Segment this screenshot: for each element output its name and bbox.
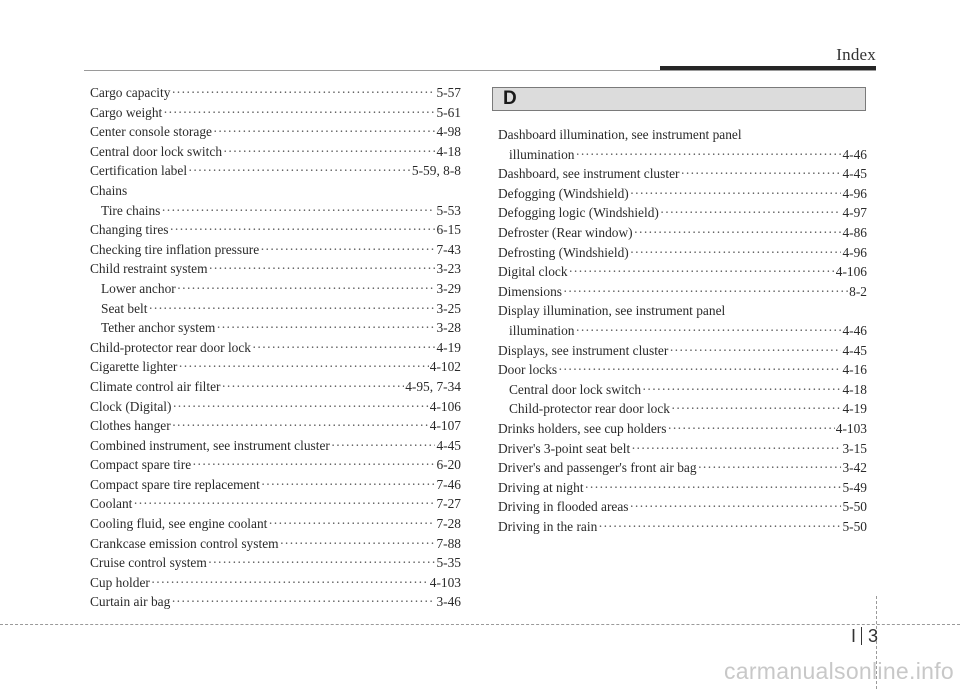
index-subentry xyxy=(498,145,867,165)
index-page-ref: 7-43 xyxy=(436,241,461,257)
index-page-ref: 4-45 xyxy=(842,166,867,182)
leader-dots xyxy=(630,243,842,263)
index-term: Climate control air filter xyxy=(90,378,221,394)
leader-dots xyxy=(161,201,435,221)
leader-dots xyxy=(563,282,848,302)
index-page-ref: 4-19 xyxy=(436,339,461,355)
leader-dots xyxy=(151,573,429,593)
leader-dots xyxy=(208,553,436,573)
index-page-ref: 3-15 xyxy=(842,440,867,456)
index-term: Tether anchor system xyxy=(101,320,216,336)
index-entry xyxy=(90,553,461,573)
leader-dots xyxy=(280,534,436,554)
leader-dots xyxy=(558,360,841,380)
index-term: Driving in the rain xyxy=(498,518,598,534)
index-term: Child-protector rear door lock xyxy=(509,401,671,417)
index-page-ref: 4-103 xyxy=(835,420,867,436)
index-entry xyxy=(498,517,867,537)
index-page-ref: 6-15 xyxy=(436,222,461,238)
leader-dots xyxy=(172,416,429,436)
index-page-ref: 5-50 xyxy=(842,518,867,534)
page-id: 3 xyxy=(868,626,879,646)
index-entry xyxy=(90,377,461,397)
index-term: Curtain air bag xyxy=(90,594,171,610)
index-entry xyxy=(498,419,867,439)
leader-dots xyxy=(630,184,842,204)
index-page-ref: 7-88 xyxy=(436,535,461,551)
index-term: Seat belt xyxy=(101,300,148,316)
leader-dots xyxy=(268,514,435,534)
index-entry xyxy=(90,397,461,417)
leader-dots xyxy=(634,223,842,243)
leader-dots xyxy=(660,203,842,223)
index-entry xyxy=(90,416,461,436)
leader-dots xyxy=(178,357,428,377)
index-entry xyxy=(498,164,867,184)
index-page-ref: 5-57 xyxy=(436,85,461,100)
leader-dots xyxy=(630,497,842,517)
index-entry xyxy=(90,338,461,358)
index-page-ref: 4-86 xyxy=(842,224,867,240)
index-term: Defogging (Windshield) xyxy=(498,185,629,201)
index-subentry xyxy=(90,318,461,338)
watermark: carmanualsonline.info xyxy=(723,658,954,684)
index-entry xyxy=(90,181,461,201)
index-term: Defogging logic (Windshield) xyxy=(498,205,659,221)
index-entry xyxy=(90,592,461,612)
index-page-ref: 4-106 xyxy=(429,398,461,414)
leader-dots xyxy=(163,103,435,123)
index-page-ref: 5-59, 8-8 xyxy=(411,163,461,179)
section-header-d xyxy=(492,87,866,111)
index-term: Clothes hanger xyxy=(90,418,171,434)
index-page-ref: 5-61 xyxy=(436,104,461,120)
leader-dots xyxy=(169,220,435,240)
index-page-ref: 4-96 xyxy=(842,244,867,260)
index-term: Dashboard illumination, see instrument panel xyxy=(498,127,742,142)
index-term: Driving at night xyxy=(498,479,584,495)
leader-dots xyxy=(222,377,405,397)
index-term: Child restraint system xyxy=(90,261,208,277)
index-term: Dashboard, see instrument cluster xyxy=(498,166,680,182)
index-entry xyxy=(90,357,461,377)
leader-dots xyxy=(575,321,841,341)
index-entry xyxy=(498,439,867,459)
index-entry xyxy=(90,573,461,593)
index-term: Cruise control system xyxy=(90,555,207,571)
index-column-left xyxy=(90,83,461,612)
index-entry xyxy=(498,301,867,321)
index-term: Cup holder xyxy=(90,574,150,590)
page-number xyxy=(851,626,878,647)
index-page-ref: 5-35 xyxy=(436,555,461,571)
index-entry xyxy=(498,223,867,243)
index-term: Lower anchor xyxy=(101,280,176,296)
index-term: illumination xyxy=(509,146,575,162)
index-term: Certification label xyxy=(90,163,188,179)
leader-dots xyxy=(631,439,841,459)
footer-dashed-rule xyxy=(0,624,960,625)
index-entry xyxy=(90,142,461,162)
index-page-ref: 4-98 xyxy=(436,124,461,140)
leader-dots xyxy=(192,455,435,475)
index-page-ref: 6-20 xyxy=(436,457,461,473)
index-term: Display illumination, see instrument panel xyxy=(498,303,726,319)
index-term: Checking tire inflation pressure xyxy=(90,241,260,257)
index-page-ref: 3-29 xyxy=(436,280,461,296)
index-subentry xyxy=(498,399,867,419)
index-term: Cooling fluid, see engine coolant xyxy=(90,516,268,532)
leader-dots xyxy=(209,259,436,279)
index-page-ref: 4-97 xyxy=(842,205,867,221)
index-entry xyxy=(498,458,867,478)
leader-dots xyxy=(213,122,435,142)
leader-dots xyxy=(171,592,435,612)
leader-dots xyxy=(223,142,435,162)
index-term: illumination xyxy=(509,322,575,338)
index-entry xyxy=(90,83,461,103)
index-page-ref: 5-49 xyxy=(842,479,867,495)
index-term: Defroster (Rear window) xyxy=(498,224,633,240)
index-term: Central door lock switch xyxy=(509,381,642,397)
index-entry xyxy=(498,203,867,223)
index-page-ref: 4-46 xyxy=(842,146,867,162)
index-page-ref: 3-23 xyxy=(436,261,461,277)
index-term: Dimensions xyxy=(498,283,562,299)
index-term: Cargo capacity xyxy=(90,85,171,100)
index-page-ref: 4-95, 7-34 xyxy=(405,378,461,394)
index-page-ref: 4-102 xyxy=(429,359,461,375)
index-term: Combined instrument, see instrument cluster xyxy=(90,437,330,453)
index-term: Driver's and passenger's front air bag xyxy=(498,460,697,476)
index-entry xyxy=(498,341,867,361)
index-entry xyxy=(498,243,867,263)
index-entry xyxy=(498,282,867,302)
index-page-ref: 4-106 xyxy=(835,264,867,280)
index-term: Driver's 3-point seat belt xyxy=(498,440,631,456)
index-page-ref: 4-18 xyxy=(842,381,867,397)
leader-dots xyxy=(671,399,841,419)
index-page-ref: 5-50 xyxy=(842,499,867,515)
index-page-ref: 4-45 xyxy=(842,342,867,358)
index-entry xyxy=(90,494,461,514)
leader-dots xyxy=(585,478,842,498)
index-entry xyxy=(90,259,461,279)
leader-dots xyxy=(171,83,435,103)
index-entry xyxy=(498,360,867,380)
index-page-ref: 4-107 xyxy=(429,418,461,434)
leader-dots xyxy=(252,338,435,358)
index-entry xyxy=(90,534,461,554)
index-term: Coolant xyxy=(90,496,133,512)
leader-dots xyxy=(569,262,835,282)
index-entry xyxy=(498,184,867,204)
index-entry xyxy=(90,436,461,456)
index-entry xyxy=(498,262,867,282)
page-header-title: Index xyxy=(836,45,876,64)
leader-dots xyxy=(188,161,411,181)
index-column-right xyxy=(498,125,867,536)
index-term: Door locks xyxy=(498,362,558,378)
index-page-ref: 3-42 xyxy=(842,460,867,476)
index-term: Chains xyxy=(90,182,128,198)
index-entry xyxy=(498,125,867,145)
leader-dots xyxy=(669,341,841,361)
index-term: Drinks holders, see cup holders xyxy=(498,420,667,436)
leader-dots xyxy=(575,145,841,165)
leader-dots xyxy=(261,475,436,495)
index-term: Tire chains xyxy=(101,202,161,218)
index-entry xyxy=(90,455,461,475)
index-entry xyxy=(90,103,461,123)
index-entry xyxy=(498,497,867,517)
leader-dots xyxy=(698,458,842,478)
index-term: Changing tires xyxy=(90,222,169,238)
leader-dots xyxy=(680,164,841,184)
index-page-ref: 4-19 xyxy=(842,401,867,417)
index-entry xyxy=(90,122,461,142)
index-subentry xyxy=(90,299,461,319)
index-page-ref: 4-96 xyxy=(842,185,867,201)
index-term: Child-protector rear door lock xyxy=(90,339,252,355)
index-term: Compact spare tire xyxy=(90,457,192,473)
index-subentry xyxy=(498,380,867,400)
index-entry xyxy=(90,475,461,495)
index-page-ref: 8-2 xyxy=(849,283,867,299)
index-page-ref: 7-28 xyxy=(436,516,461,532)
index-subentry xyxy=(498,321,867,341)
index-term: Clock (Digital) xyxy=(90,398,172,414)
leader-dots xyxy=(260,240,435,260)
index-term: Cargo weight xyxy=(90,104,163,120)
index-page-ref: 3-46 xyxy=(436,594,461,610)
index-term: Compact spare tire replacement xyxy=(90,476,260,492)
index-page-ref: 4-103 xyxy=(429,574,461,590)
index-entry xyxy=(498,478,867,498)
index-page-ref: 4-18 xyxy=(436,143,461,159)
chapter-id: I xyxy=(851,626,857,646)
index-term: Central door lock switch xyxy=(90,143,223,159)
section-letter: D xyxy=(503,88,517,109)
leader-dots xyxy=(667,419,834,439)
index-page-ref: 3-28 xyxy=(436,320,461,336)
index-entry xyxy=(90,514,461,534)
index-term: Digital clock xyxy=(498,264,568,280)
leader-dots xyxy=(148,299,435,319)
index-term: Cigarette lighter xyxy=(90,359,178,375)
index-page-ref: 3-25 xyxy=(436,300,461,316)
header-rule xyxy=(84,70,876,71)
index-page-ref: 5-53 xyxy=(436,202,461,218)
index-subentry xyxy=(90,201,461,221)
leader-dots xyxy=(598,517,841,537)
index-term: Defrosting (Windshield) xyxy=(498,244,629,260)
leader-dots xyxy=(133,494,435,514)
leader-dots xyxy=(216,318,435,338)
index-term: Displays, see instrument cluster xyxy=(498,342,669,358)
leader-dots xyxy=(177,279,436,299)
index-term: Center console storage xyxy=(90,124,212,140)
page-number-divider xyxy=(861,627,862,645)
index-page-ref: 4-46 xyxy=(842,322,867,338)
index-page-ref: 7-46 xyxy=(436,476,461,492)
index-entry xyxy=(90,220,461,240)
leader-dots xyxy=(642,380,841,400)
index-term: Crankcase emission control system xyxy=(90,535,279,551)
index-page-ref: 7-27 xyxy=(436,496,461,512)
index-entry xyxy=(90,240,461,260)
leader-dots xyxy=(331,436,436,456)
index-entry xyxy=(90,161,461,181)
index-subentry xyxy=(90,279,461,299)
index-term: Driving in flooded areas xyxy=(498,499,629,515)
index-page-ref: 4-45 xyxy=(436,437,461,453)
index-page-ref: 4-16 xyxy=(842,362,867,378)
leader-dots xyxy=(172,397,428,417)
